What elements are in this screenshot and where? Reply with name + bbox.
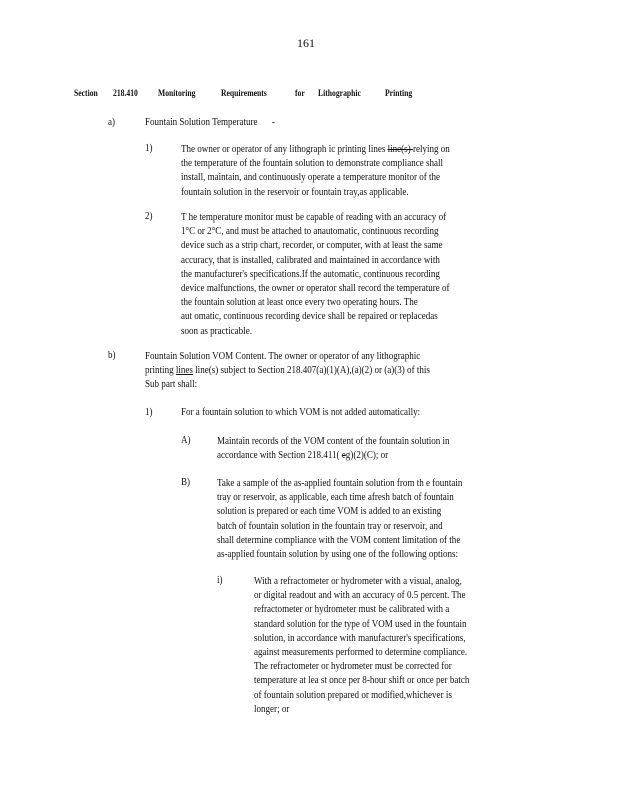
text-line: printing lines line(s) subject to Section 218.407(a)(1)(A),(a)(2) or (a)(3) of this: [145, 365, 430, 377]
heading-word: Lithographic: [318, 88, 361, 98]
item-A: [217, 435, 450, 463]
text-line: soon as practicable.: [181, 325, 252, 337]
struck-text: line(s): [387, 144, 413, 155]
paragraph-b1: For a fountain solution to which VOM is not added automatically:: [181, 407, 421, 418]
heading-section-number: 218.410: [113, 88, 138, 98]
text-line: refractometer or hydrometer must be calibrated with a: [254, 604, 450, 616]
text-line: accuracy, that is installed, calibrated and maintained in accordance with: [181, 254, 440, 266]
struck-text: e: [341, 450, 346, 462]
text-line: Take a sample of the as-applied fountain solution from th e fountain: [217, 478, 463, 489]
heading-word: for: [295, 88, 305, 98]
page-number: 161: [297, 36, 315, 50]
subsection-title-a: [145, 117, 275, 128]
subsection-title-text: Fountain Solution Temperature: [145, 117, 258, 128]
underlined-text: lines: [175, 365, 193, 377]
paragraph-a1: [181, 143, 450, 200]
text-line: or digital readout and with an accuracy of 0.5 percent. The: [254, 590, 466, 602]
paragraph-label-b1: 1): [145, 407, 153, 418]
text-line: longer; or: [254, 703, 290, 715]
heading-word: Printing: [385, 88, 413, 98]
text-line: 1°C or 2°C, and must be attached to anautomatic, continuous recording: [181, 226, 439, 238]
item-label-A: A): [181, 435, 191, 446]
text-line: tray or reservoir, as applicable, each time afresh batch of fountain: [217, 492, 454, 504]
text-line: solution is prepared or each time VOM is added to an existing: [217, 506, 442, 518]
text-line: the manufacturer's specifications.If the automatic, continuous recording: [181, 268, 440, 280]
text-line: as-applied fountain solution by using one of the following options:: [217, 548, 459, 560]
heading-section-word: Section: [74, 88, 98, 98]
text-line: accordance with Section 218.411( eg)(2)(C); or: [217, 450, 389, 462]
text-line: aut omatic, continuous recording device shall be repaired or replacedas: [181, 311, 438, 323]
subsection-label-a: a): [108, 117, 116, 128]
text-line: the temperature of the fountain solution to demonstrate compliance shall: [181, 158, 444, 170]
text-line: Maintain records of the VOM content of the fountain solution in: [217, 436, 450, 447]
paragraph-label-a2: 2): [145, 211, 153, 222]
text-line: batch of fountain solution in the fountain tray or reservoir, and: [217, 520, 443, 532]
paragraph-b: [145, 350, 430, 393]
text-line: device such as a strip chart, recorder, or computer, with at least the same: [181, 240, 443, 252]
text-line: device malfunctions, the owner or operator shall record the temperature of: [181, 282, 450, 294]
text-line: against measurements performed to determine compliance.: [254, 646, 468, 658]
heading-word: Requirements: [221, 88, 267, 98]
text-line: temperature at lea st once per 8-hour shift or once per batch: [254, 675, 470, 687]
subsection-label-b: b): [108, 350, 116, 361]
item-label-B: B): [181, 477, 191, 488]
heading-word: Monitoring: [158, 88, 196, 98]
item-label-i: i): [217, 575, 223, 586]
text-line: shall determine compliance with the VOM content limitation of the: [217, 534, 461, 546]
text-line: The owner or operator of any lithograph ic printing lines line(s) relying on: [181, 144, 450, 155]
item-B: [217, 477, 462, 562]
text-line: Sub part shall:: [145, 379, 198, 391]
text-line: install, maintain, and continuously operate a temperature monitor of the: [181, 172, 441, 184]
text-line: the fountain solution at least once every two operating hours. The: [181, 297, 418, 309]
text-line: solution, in accordance with manufacturer's specifications,: [254, 632, 466, 644]
item-i: [254, 575, 469, 717]
text-line: fountain solution in the reservoir or fountain tray,as applicable.: [181, 186, 409, 198]
text-line: With a refractometer or hydrometer with a visual, analog,: [254, 576, 462, 587]
text-line: The refractometer or hydrometer must be corrected for: [254, 661, 452, 673]
text-line: Fountain Solution VOM Content. The owner or operator of any lithographic: [145, 351, 421, 362]
text-line: of fountain solution prepared or modified,whichever is: [254, 689, 452, 701]
underlined-text: g: [345, 450, 351, 462]
text-line: standard solution for the type of VOM used in the fountain: [254, 618, 467, 630]
text-line: T he temperature monitor must be capable of reading with an accuracy of: [181, 212, 447, 223]
paragraph-label-a1: 1): [145, 143, 153, 154]
title-dash: -: [271, 117, 275, 128]
paragraph-a2: [181, 211, 450, 339]
